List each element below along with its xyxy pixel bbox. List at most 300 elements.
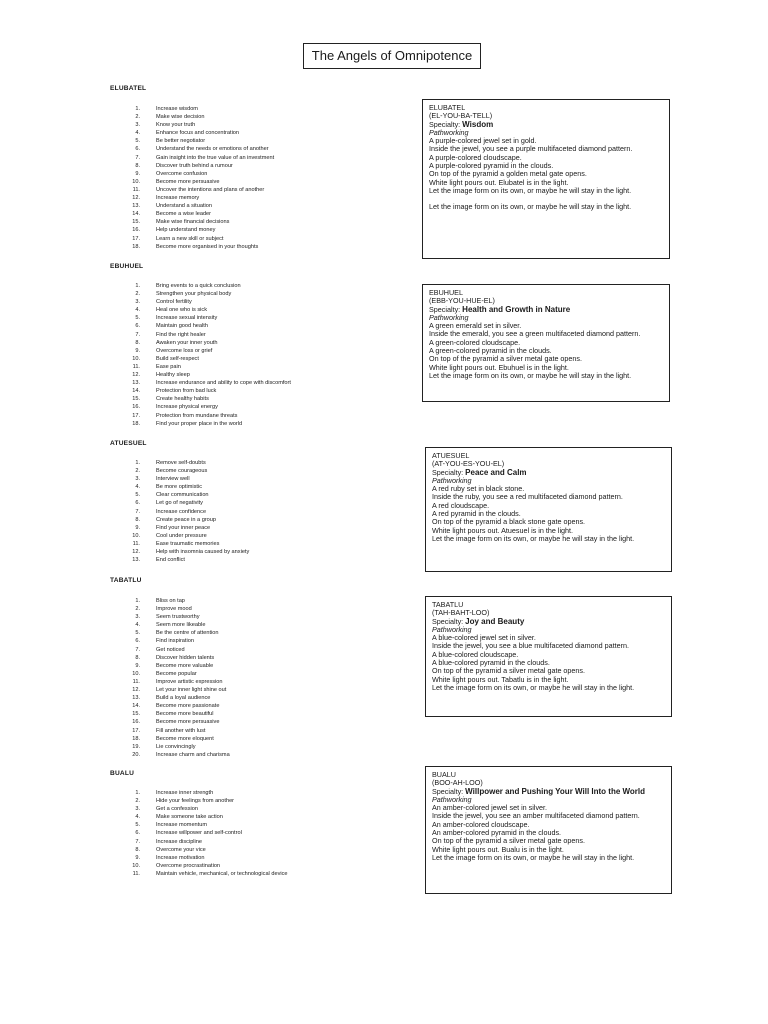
- list-item: [122, 355, 291, 363]
- list-item-text: Improve mood: [156, 606, 192, 613]
- specialty-value: Willpower and Pushing Your Will Into the World: [465, 786, 646, 796]
- list-item-number: 9.: [135, 662, 140, 669]
- list-item-number: 6.: [135, 146, 140, 153]
- list-item-text: Become more organised in your thoughts: [156, 243, 259, 250]
- purpose-list: [122, 282, 291, 428]
- list-item-text: Become more persuasive: [156, 178, 220, 185]
- pathworking-line: A blue-colored cloudscape.: [432, 649, 519, 659]
- list-item: [122, 218, 274, 226]
- specialty-value: Peace and Calm: [465, 467, 527, 477]
- pathworking-line: Inside the emerald, you see a green multifaceted diamond pattern.: [429, 329, 641, 339]
- list-item: [122, 194, 274, 202]
- page-title: The Angels of Omnipotence: [303, 43, 481, 69]
- list-item-text: Find the right healer: [156, 331, 206, 338]
- list-item: [122, 105, 274, 113]
- list-item-number: 16.: [132, 227, 140, 234]
- list-item: [122, 491, 249, 499]
- list-item: [122, 363, 291, 371]
- list-item: [122, 235, 274, 243]
- list-item-number: 4.: [135, 130, 140, 137]
- list-item: [122, 605, 230, 613]
- list-item-text: Find your proper place in the world: [156, 420, 243, 427]
- list-item-number: 17.: [132, 727, 140, 734]
- pathworking-line: Inside the jewel, you see an amber multifaceted diamond pattern.: [432, 811, 640, 821]
- list-item-text: Get noticed: [156, 646, 185, 653]
- list-item: [122, 646, 230, 654]
- list-item-number: 20.: [132, 751, 140, 758]
- list-item-text: Heal one who is sick: [156, 307, 207, 314]
- list-item: [122, 710, 230, 718]
- list-item-number: 17.: [132, 412, 140, 419]
- list-item: [122, 854, 288, 862]
- list-item: [122, 210, 274, 218]
- angel-name: ELUBATEL: [110, 85, 147, 92]
- list-item-text: Increase momentum: [156, 822, 207, 829]
- pathworking-line: An amber-colored jewel set in silver.: [432, 803, 548, 813]
- list-item-number: 3.: [135, 299, 140, 306]
- list-item-number: 5.: [135, 630, 140, 637]
- pathworking-line: White light pours out. Atuesuel is in the light.: [432, 525, 574, 535]
- list-item-number: 14.: [132, 211, 140, 218]
- pathworking-line: A green emerald set in silver.: [429, 321, 522, 331]
- list-item: [122, 597, 230, 605]
- list-item: [122, 662, 230, 670]
- list-item: [122, 412, 291, 420]
- list-item: [122, 813, 288, 821]
- list-item: [122, 862, 288, 870]
- list-item: [122, 371, 291, 379]
- pathworking-line: A purple-colored jewel set in gold.: [429, 136, 537, 146]
- list-item: [122, 637, 230, 645]
- list-item-text: Find your inner peace: [156, 524, 211, 531]
- list-item-number: 5.: [135, 315, 140, 322]
- list-item-text: Remove self-doubts: [156, 460, 206, 466]
- list-item-text: Uncover the intentions and plans of another: [156, 186, 265, 193]
- card-angel-name: ATUESUEL: [432, 451, 470, 460]
- list-item: [122, 129, 274, 137]
- list-item-number: 7.: [135, 838, 140, 845]
- list-item: [122, 379, 291, 387]
- list-item-text: Be more optimistic: [156, 484, 203, 491]
- list-item-text: Find inspiration: [156, 638, 194, 645]
- list-item-number: 12.: [132, 372, 140, 379]
- card-pronunciation: (AT-YOU-ES-YOU-EL): [432, 459, 505, 469]
- list-item: [122, 821, 288, 829]
- list-item-number: 15.: [132, 711, 140, 718]
- purpose-list: [122, 105, 274, 251]
- list-item-number: 17.: [132, 235, 140, 242]
- pathworking-line: A red cloudscape.: [432, 500, 490, 510]
- list-item-number: 12.: [132, 549, 140, 556]
- list-item-number: 6.: [135, 500, 140, 507]
- pathworking-line: On top of the pyramid a silver metal gate opens.: [432, 666, 586, 676]
- card-pronunciation: (TAH-BAHT-LOO): [432, 608, 490, 618]
- list-item: [122, 202, 274, 210]
- list-item-number: 6.: [135, 638, 140, 645]
- card-angel-name: BUALU: [432, 770, 456, 779]
- list-item-number: 14.: [132, 703, 140, 710]
- list-item-number: 18.: [132, 735, 140, 742]
- purpose-list: [122, 597, 230, 759]
- list-item: [122, 499, 249, 507]
- specialty-label: Specialty:: [432, 467, 464, 477]
- list-item: [122, 846, 288, 854]
- pathworking-line: On top of the pyramid a golden metal gate opens.: [429, 169, 587, 179]
- pathworking-line: Let the image form on its own, or maybe he will stay in the light.: [432, 682, 635, 692]
- list-item: [122, 686, 230, 694]
- list-item: [122, 629, 230, 637]
- list-item-number: 7.: [135, 508, 140, 515]
- list-item-number: 7.: [135, 154, 140, 161]
- list-item-text: Overcome procrastination: [156, 862, 221, 869]
- pathworking-line: Let the image form on its own, or maybe he will stay in the light.: [429, 370, 632, 380]
- list-item-number: 2.: [135, 114, 140, 121]
- list-item-text: Seem more likeable: [156, 622, 206, 629]
- list-item: [122, 420, 291, 428]
- list-item-text: Maintain good health: [156, 323, 208, 330]
- list-item-text: Increase discipline: [156, 838, 203, 845]
- angel-name: ATUESUEL: [110, 440, 147, 447]
- list-item-number: 10.: [132, 532, 140, 539]
- list-item-text: Increase wisdom: [156, 106, 198, 112]
- list-item: [122, 298, 291, 306]
- list-item-number: 10.: [132, 862, 140, 869]
- list-item-text: Understand a situation: [156, 203, 212, 210]
- list-item: [122, 751, 230, 759]
- list-item-text: Make wise decision: [156, 114, 205, 121]
- list-item-number: 1.: [135, 790, 140, 796]
- list-item: [122, 467, 249, 475]
- specialty-label: Specialty:: [429, 304, 461, 314]
- list-item: [122, 548, 249, 556]
- list-item-text: Healthy sleep: [156, 372, 190, 379]
- list-item-text: Make wise financial decisions: [156, 219, 230, 226]
- list-item-text: Bring events to a quick conclusion: [156, 283, 241, 289]
- list-item: [122, 670, 230, 678]
- list-item-text: Understand the needs or emotions of another: [156, 146, 269, 153]
- list-item-number: 11.: [132, 870, 140, 877]
- pathworking-label: Pathworking: [432, 624, 472, 634]
- list-item-text: Build self-respect: [156, 355, 199, 362]
- list-item-text: Increase motivation: [156, 854, 205, 861]
- list-item: [122, 694, 230, 702]
- list-item-text: Lie convincingly: [156, 743, 196, 750]
- list-item-number: 9.: [135, 347, 140, 354]
- list-item: [122, 121, 274, 129]
- list-item-text: Discover hidden talents: [156, 654, 215, 661]
- card-angel-name: EBUHUEL: [429, 288, 463, 297]
- list-item-text: Increase sexual intensity: [156, 315, 218, 322]
- list-item-text: Overcome loss or grief: [156, 347, 213, 354]
- list-item-text: Ease traumatic memories: [156, 540, 220, 547]
- pathworking-card: [422, 284, 670, 402]
- list-item: [122, 387, 291, 395]
- list-item: [122, 282, 291, 290]
- list-item: [122, 805, 288, 813]
- list-item: [122, 162, 274, 170]
- list-item: [122, 621, 230, 629]
- pathworking-line: On top of the pyramid a silver metal gate opens.: [432, 836, 586, 846]
- pathworking-line: Inside the jewel, you see a blue multifaceted diamond pattern.: [432, 641, 629, 651]
- pathworking-label: Pathworking: [432, 475, 472, 485]
- list-item: [122, 475, 249, 483]
- purpose-list: [122, 789, 288, 878]
- pathworking-line: Let the image form on its own, or maybe he will stay in the light.: [429, 185, 632, 195]
- list-item-number: 14.: [132, 388, 140, 395]
- list-item-number: 3.: [135, 806, 140, 813]
- list-item-text: Know your truth: [156, 122, 196, 129]
- list-item-number: 4.: [135, 484, 140, 491]
- purpose-list: [122, 459, 249, 564]
- list-item: [122, 516, 249, 524]
- pathworking-card: [425, 766, 672, 894]
- list-item-number: 4.: [135, 307, 140, 314]
- list-item: [122, 347, 291, 355]
- list-item-text: Overcome confusion: [156, 170, 208, 177]
- list-item-text: Be better negotiator: [156, 138, 206, 145]
- list-item-number: 11.: [132, 540, 140, 547]
- pathworking-label: Pathworking: [432, 794, 472, 804]
- pathworking-line: Let the image form on its own, or maybe he will stay in the light.: [429, 202, 632, 212]
- list-item-number: 1.: [135, 598, 140, 604]
- list-item-number: 6.: [135, 323, 140, 330]
- card-pronunciation: (BOO-AH-LOO): [432, 778, 483, 788]
- list-item-number: 11.: [132, 678, 140, 685]
- list-item-number: 8.: [135, 162, 140, 169]
- list-item-text: Fill another with lust: [156, 727, 206, 734]
- list-item-number: 9.: [135, 524, 140, 531]
- list-item-text: Increase memory: [156, 195, 200, 202]
- list-item-number: 13.: [132, 203, 140, 210]
- list-item: [122, 870, 288, 878]
- pathworking-label: Pathworking: [429, 127, 469, 137]
- pathworking-line: A purple-colored pyramid in the clouds.: [429, 161, 554, 171]
- pathworking-line: On top of the pyramid a black stone gate opens.: [432, 517, 586, 527]
- list-item: [122, 483, 249, 491]
- list-item-text: Improve artistic expression: [156, 678, 223, 685]
- list-item-number: 18.: [132, 420, 140, 427]
- list-item: [122, 243, 274, 251]
- pathworking-line: White light pours out. Bualu is in the light.: [432, 844, 564, 854]
- list-item-number: 11.: [132, 186, 140, 193]
- pathworking-line: A blue-colored pyramid in the clouds.: [432, 658, 550, 668]
- pathworking-line: A purple-colored cloudscape.: [429, 152, 522, 162]
- list-item-text: Cool under pressure: [156, 532, 207, 539]
- list-item-number: 2.: [135, 468, 140, 475]
- list-item-text: Increase willpower and self-control: [156, 830, 242, 837]
- list-item: [122, 797, 288, 805]
- card-angel-name: TABATLU: [432, 600, 464, 609]
- list-item: [122, 829, 288, 837]
- list-item-text: Create healthy habits: [156, 396, 209, 403]
- list-item-text: Help understand money: [156, 227, 216, 234]
- list-item-number: 16.: [132, 719, 140, 726]
- list-item-number: 3.: [135, 122, 140, 129]
- list-item-text: Learn a new skill or subject: [156, 235, 224, 242]
- list-item: [122, 186, 274, 194]
- list-item-number: 5.: [135, 822, 140, 829]
- list-item-text: Clear communication: [156, 492, 209, 499]
- list-item: [122, 508, 249, 516]
- list-item-number: 10.: [132, 355, 140, 362]
- list-item-number: 19.: [132, 743, 140, 750]
- list-item-text: Increase inner strength: [156, 790, 214, 796]
- list-item-number: 8.: [135, 339, 140, 346]
- list-item-text: Become courageous: [156, 468, 208, 475]
- list-item: [122, 145, 274, 153]
- list-item-number: 9.: [135, 170, 140, 177]
- list-item: [122, 226, 274, 234]
- pathworking-line: Let the image form on its own, or maybe he will stay in the light.: [432, 852, 635, 862]
- list-item-text: Get a confession: [156, 806, 198, 813]
- list-item: [122, 113, 274, 121]
- card-angel-name: ELUBATEL: [429, 103, 466, 112]
- list-item-number: 13.: [132, 695, 140, 702]
- list-item-number: 3.: [135, 476, 140, 483]
- list-item-text: Increase endurance and ability to cope with discomfort: [156, 380, 291, 387]
- list-item: [122, 137, 274, 145]
- pathworking-line: On top of the pyramid a silver metal gate opens.: [429, 354, 583, 364]
- pathworking-line: White light pours out. Elubatel is in the light.: [429, 177, 569, 187]
- list-item-text: Let go of negativity: [156, 500, 203, 507]
- list-item-number: 15.: [132, 396, 140, 403]
- card-pronunciation: (EBB-YOU-HUE-EL): [429, 296, 495, 306]
- list-item-text: Seem trustworthy: [156, 614, 200, 621]
- list-item: [122, 678, 230, 686]
- list-item-text: Increase charm and charisma: [156, 751, 230, 758]
- list-item-text: Overcome your vice: [156, 846, 206, 853]
- list-item: [122, 532, 249, 540]
- specialty-label: Specialty:: [432, 786, 464, 796]
- pathworking-line: White light pours out. Ebuhuel is in the light.: [429, 362, 569, 372]
- list-item: [122, 314, 291, 322]
- list-item-number: 2.: [135, 606, 140, 613]
- list-item-text: Become more persuasive: [156, 719, 220, 726]
- pathworking-line: An amber-colored pyramid in the clouds.: [432, 828, 562, 838]
- list-item: [122, 178, 274, 186]
- specialty-value: Joy and Beauty: [465, 616, 525, 626]
- list-item-text: Maintain vehicle, mechanical, or technological device: [156, 870, 288, 877]
- list-item-number: 18.: [132, 243, 140, 250]
- list-item-number: 11.: [132, 363, 140, 370]
- pathworking-card: [425, 447, 672, 572]
- list-item: [122, 170, 274, 178]
- list-item-number: 3.: [135, 614, 140, 621]
- list-item-text: Be the centre of attention: [156, 630, 219, 637]
- angel-name: EBUHUEL: [110, 263, 144, 270]
- list-item-text: Gain insight into the true value of an investment: [156, 154, 275, 161]
- list-item-text: Ease pain: [156, 363, 181, 370]
- list-item-number: 1.: [135, 460, 140, 466]
- list-item-text: Become more beautiful: [156, 711, 214, 718]
- list-item-text: Let your inner light shine out: [156, 687, 227, 694]
- list-item-text: Become more valuable: [156, 662, 214, 669]
- list-item-number: 13.: [132, 557, 140, 564]
- list-item-text: Increase physical energy: [156, 404, 218, 411]
- pathworking-label: Pathworking: [429, 312, 469, 322]
- list-item-text: Enhance focus and concentration: [156, 130, 240, 137]
- list-item: [122, 459, 249, 467]
- list-item-number: 4.: [135, 622, 140, 629]
- list-item-number: 2.: [135, 291, 140, 298]
- list-item-text: Increase confidence: [156, 508, 207, 515]
- angel-name: BUALU: [110, 770, 135, 777]
- pathworking-card: [422, 99, 670, 259]
- angel-name: TABATLU: [110, 577, 142, 584]
- list-item-number: 9.: [135, 854, 140, 861]
- list-item: [122, 540, 249, 548]
- list-item: [122, 613, 230, 621]
- list-item: [122, 789, 288, 797]
- list-item-number: 12.: [132, 195, 140, 202]
- list-item-number: 4.: [135, 814, 140, 821]
- pathworking-line: A blue-colored jewel set in silver.: [432, 633, 536, 643]
- list-item: [122, 743, 230, 751]
- pathworking-line: White light pours out. Tabatlu is in the light.: [432, 674, 569, 684]
- pathworking-line: A green-colored cloudscape.: [429, 337, 521, 347]
- list-item-text: Hide your feelings from another: [156, 798, 235, 805]
- list-item-text: End conflict: [156, 557, 185, 564]
- list-item: [122, 403, 291, 411]
- list-item: [122, 339, 291, 347]
- list-item-number: 2.: [135, 798, 140, 805]
- list-item-text: Create peace in a group: [156, 516, 217, 523]
- list-item-number: 15.: [132, 219, 140, 226]
- card-pronunciation: (EL-YOU-BA-TELL): [429, 111, 493, 121]
- list-item-number: 12.: [132, 687, 140, 694]
- list-item: [122, 290, 291, 298]
- list-item-text: Become more eloquent: [156, 735, 214, 742]
- list-item-text: Become more passionate: [156, 703, 220, 710]
- list-item-number: 7.: [135, 646, 140, 653]
- list-item-number: 8.: [135, 516, 140, 523]
- list-item: [122, 331, 291, 339]
- specialty-label: Specialty:: [429, 119, 461, 129]
- pathworking-line: Let the image form on its own, or maybe he will stay in the light.: [432, 533, 635, 543]
- list-item-text: Become a wise leader: [156, 211, 212, 218]
- list-item-number: 7.: [135, 331, 140, 338]
- list-item-number: 13.: [132, 380, 140, 387]
- pathworking-line: A red ruby set in black stone.: [432, 484, 525, 494]
- list-item-number: 8.: [135, 846, 140, 853]
- pathworking-line: Inside the ruby, you see a red multifaceted diamond pattern.: [432, 492, 623, 502]
- list-item: [122, 154, 274, 162]
- specialty-value: Health and Growth in Nature: [462, 304, 571, 314]
- list-item: [122, 306, 291, 314]
- list-item: [122, 556, 249, 564]
- pathworking-card: [425, 596, 672, 717]
- list-item-text: Become popular: [156, 670, 197, 677]
- list-item-number: 5.: [135, 492, 140, 499]
- pathworking-line: An amber-colored cloudscape.: [432, 819, 530, 829]
- list-item-number: 1.: [135, 106, 140, 112]
- list-item-text: Strengthen your physical body: [156, 291, 232, 298]
- list-item: [122, 524, 249, 532]
- list-item-text: Protection from mundane threats: [156, 412, 238, 419]
- list-item-text: Awaken your inner youth: [156, 339, 218, 346]
- list-item: [122, 322, 291, 330]
- list-item: [122, 718, 230, 726]
- list-item-text: Interview well: [156, 476, 190, 483]
- pathworking-line: Inside the jewel, you see a purple multifaceted diamond pattern.: [429, 144, 633, 154]
- specialty-label: Specialty:: [432, 616, 464, 626]
- pathworking-line: A green-colored pyramid in the clouds.: [429, 346, 552, 356]
- list-item-number: 5.: [135, 138, 140, 145]
- list-item-number: 6.: [135, 830, 140, 837]
- list-item: [122, 727, 230, 735]
- list-item: [122, 654, 230, 662]
- list-item: [122, 395, 291, 403]
